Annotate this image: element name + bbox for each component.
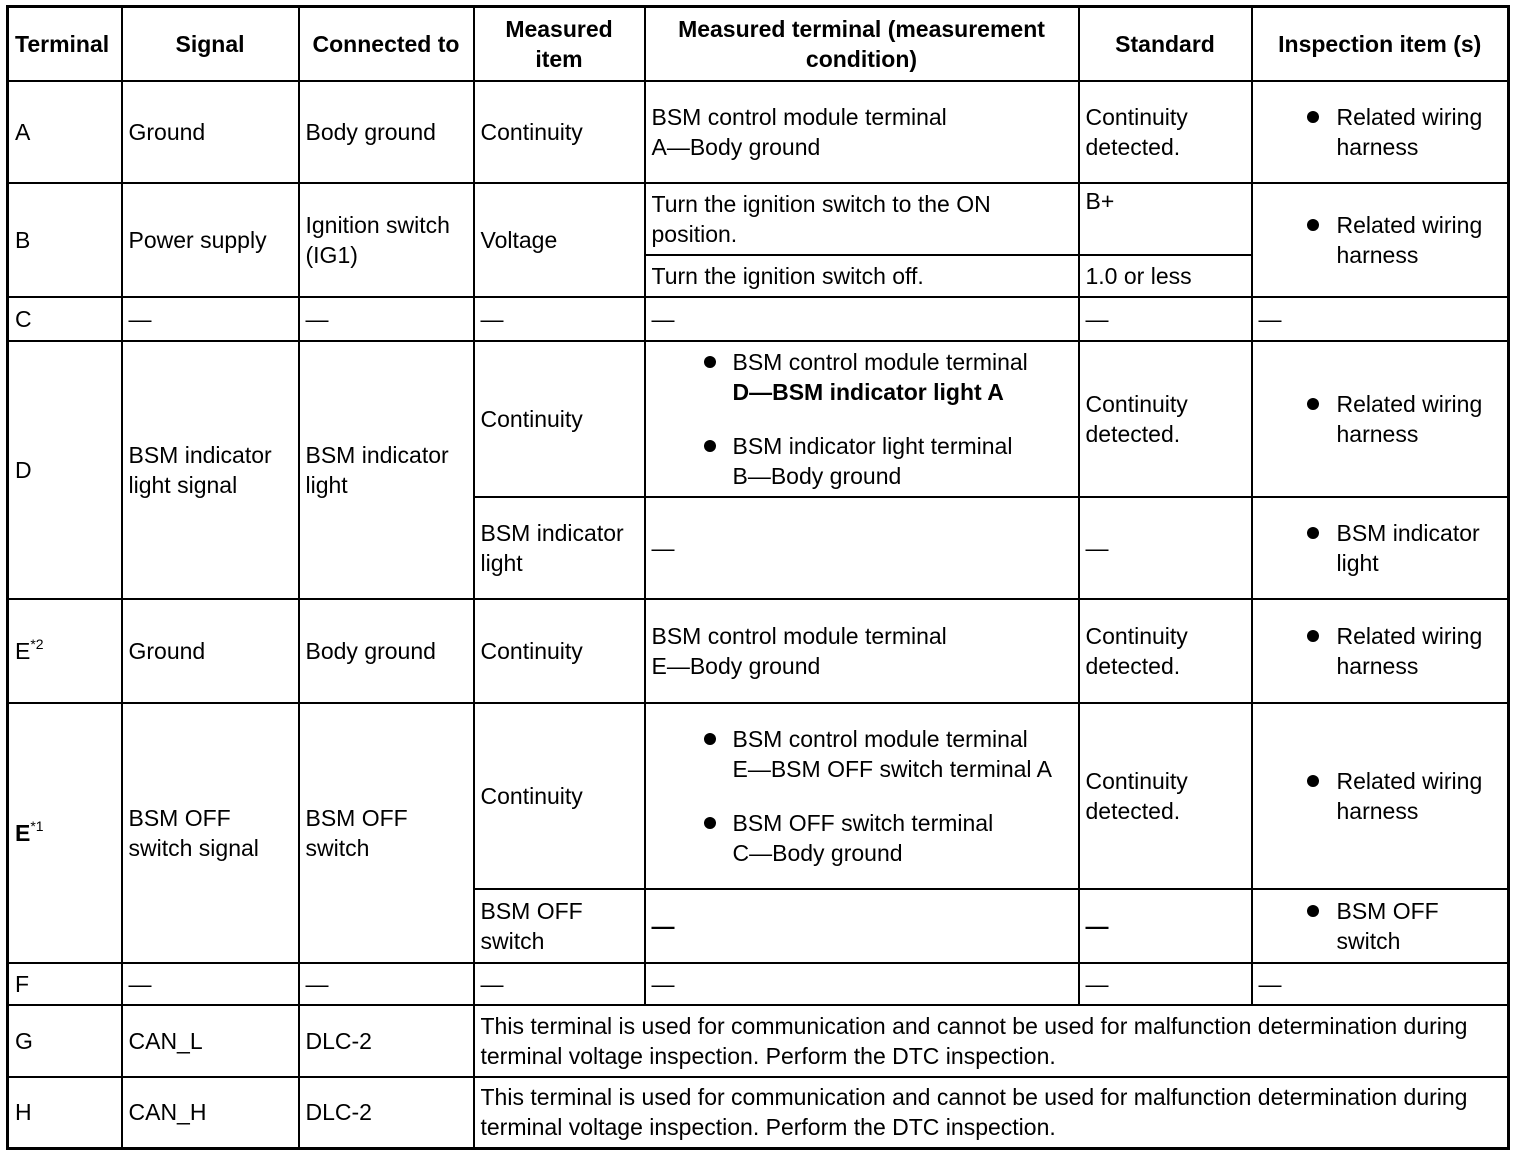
inspection-cell [1252,889,1509,963]
inspection-cell [1252,81,1509,183]
signal-cell: — [122,963,299,1005]
inspection-item: Related wiring harness [1307,102,1502,162]
measured-item-cell: BSM OFF switch [474,889,645,963]
table-row-g [8,1005,1509,1077]
terminal-footnote: *2 [30,635,44,652]
inspection-cell: — [1252,963,1509,1005]
measured-terminal-item: BSM control module terminal E—BSM OFF switch terminal A [704,724,1072,784]
measured-item-cell: Continuity [474,703,645,889]
signal-cell: — [122,297,299,341]
header-inspection-items: Inspection item (s) [1252,7,1509,81]
table-row-a [8,81,1509,183]
terminal-cell: B [8,183,122,297]
measured-terminal-cell: — [645,297,1079,341]
signal-cell: CAN_H [122,1077,299,1149]
header-row [8,7,1509,81]
standard-cell: — [1079,297,1252,341]
terminal-cell: F [8,963,122,1005]
table-row-h [8,1077,1509,1149]
terminal-cell: C [8,297,122,341]
terminal-inspection-table [6,5,1510,1150]
connected-to-cell: BSM OFF switch [299,703,474,963]
measured-item-cell: Continuity [474,599,645,703]
table-row-c [8,297,1509,341]
measured-item-cell: BSM indicator light [474,497,645,599]
inspection-item: Related wiring harness [1307,389,1502,449]
measured-terminal-cell [645,599,1079,703]
terminal-cell: G [8,1005,122,1077]
table-row-e1 [8,703,1509,889]
standard-cell: 1.0 or less [1079,255,1252,297]
connected-to-cell: Body ground [299,599,474,703]
measured-item-cell: Voltage [474,183,645,297]
terminal-footnote: *1 [30,817,44,834]
terminal-table-container [6,5,1510,1150]
inspection-cell [1252,341,1509,497]
signal-cell: CAN_L [122,1005,299,1077]
connected-to-cell: BSM indicator light [299,341,474,599]
measured-item-cell: — [474,963,645,1005]
signal-cell: Power supply [122,183,299,297]
signal-cell: BSM OFF switch signal [122,703,299,963]
communication-note: This terminal is used for communication and cannot be used for malfunction determination during terminal voltage inspection. Perform the DTC inspection. [474,1005,1509,1077]
measured-item-cell: Continuity [474,341,645,497]
inspection-cell: — [1252,297,1509,341]
measured-terminal-line: BSM control module terminal [651,622,947,649]
connected-to-cell: Body ground [299,81,474,183]
connected-to-cell: DLC-2 [299,1005,474,1077]
measured-terminal-cell: Turn the ignition switch off. [645,255,1079,297]
standard-cell: B+ [1079,183,1252,255]
inspection-item: Related wiring harness [1307,210,1502,270]
communication-note: This terminal is used for communication and cannot be used for malfunction determination during terminal voltage inspection. Perform the DTC inspection. [474,1077,1509,1149]
signal-cell: BSM indicator light signal [122,341,299,599]
signal-cell: Ground [122,81,299,183]
standard-cell: Continuity detected. [1079,703,1252,889]
standard-cell: — [1079,963,1252,1005]
measured-terminal-cell [645,341,1079,497]
standard-cell: — [1079,497,1252,599]
standard-cell: Continuity detected. [1079,81,1252,183]
terminal-cell: H [8,1077,122,1149]
table-row-d [8,341,1509,497]
measured-terminal-cell [645,703,1079,889]
header-terminal: Terminal [8,7,122,81]
measured-terminal-cell: — [645,963,1079,1005]
standard-cell: Continuity detected. [1079,599,1252,703]
measured-terminal-cell: — [645,497,1079,599]
measured-terminal-line: BSM control module terminal [651,103,947,130]
connected-to-cell: DLC-2 [299,1077,474,1149]
inspection-cell [1252,599,1509,703]
inspection-item: BSM OFF switch [1307,896,1502,956]
measured-terminal-item: BSM indicator light terminal B—Body ground [704,431,1072,491]
terminal-cell: $E^{*2}$ [8,599,122,703]
header-standard: Standard [1079,7,1252,81]
standard-cell: Continuity detected. [1079,341,1252,497]
header-signal: Signal [122,7,299,81]
measured-terminal-cell: — [645,889,1079,963]
terminal-cell: $E^{*1}$ [8,703,122,963]
measured-terminal-item: BSM control module terminal D—BSM indicator light A [704,347,1072,407]
header-measured-terminal: Measured terminal (measurement condition) [645,7,1079,81]
inspection-item: BSM indicator light [1307,518,1502,578]
inspection-cell [1252,183,1509,297]
measured-item-cell: — [474,297,645,341]
terminal-cell: D [8,341,122,599]
table-row-b [8,183,1509,255]
inspection-item: Related wiring harness [1307,766,1502,826]
measured-item-cell: Continuity [474,81,645,183]
standard-cell: — [1079,889,1252,963]
measured-terminal-line: E—Body ground [651,652,821,679]
measured-terminal-cell: Turn the ignition switch to the ON position. [645,183,1079,255]
terminal-cell: A [8,81,122,183]
table-row-f [8,963,1509,1005]
header-measured-item: Measured item [474,7,645,81]
inspection-item: Related wiring harness [1307,621,1502,681]
connected-to-cell: — [299,963,474,1005]
inspection-cell [1252,497,1509,599]
table-row-e2 [8,599,1509,703]
connected-to-cell: — [299,297,474,341]
measured-terminal-item: BSM OFF switch terminal C—Body ground [704,808,1072,868]
inspection-cell [1252,703,1509,889]
measured-terminal-cell [645,81,1079,183]
header-connected-to: Connected to [299,7,474,81]
signal-cell: Ground [122,599,299,703]
measured-terminal-line: A—Body ground [651,133,821,160]
connected-to-cell: Ignition switch (IG1) [299,183,474,297]
